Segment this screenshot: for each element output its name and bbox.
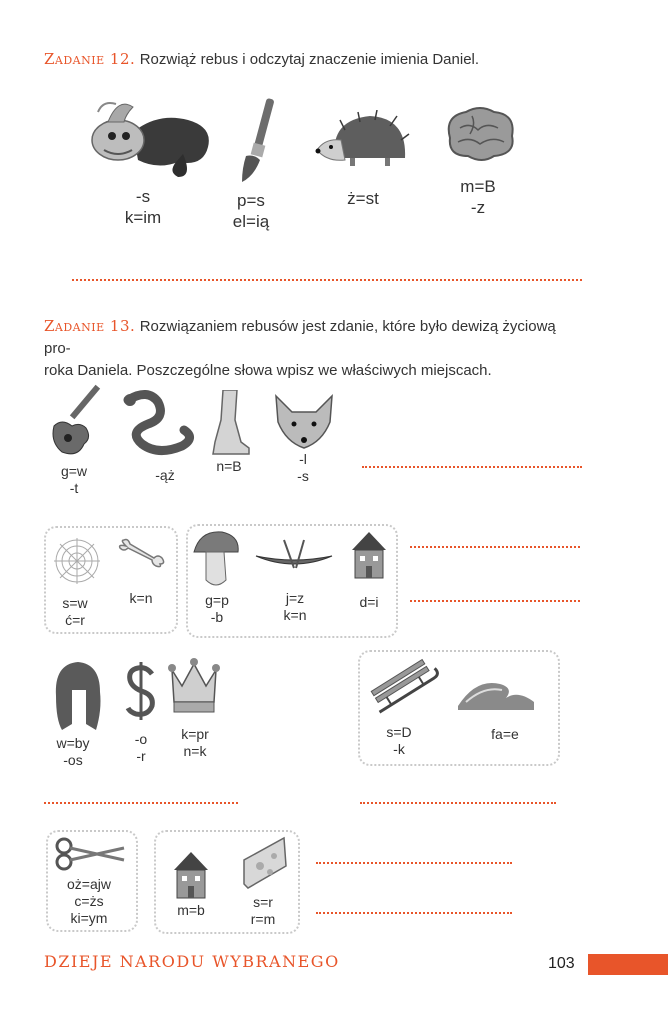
row1-hint-1: g=w -t [60, 463, 88, 496]
task-12-heading [44, 50, 479, 69]
row4b-hint-1: m=b [177, 902, 205, 918]
row3a-hint-1: w=by -os [56, 735, 90, 768]
page-accent-bar [588, 954, 668, 975]
row4a-hint-1: oż=ajw c=żs ki=ym [67, 876, 111, 926]
row3b-hint-2: fa=e [491, 726, 519, 742]
task12-hint-1: -s k=im [124, 187, 162, 227]
dragon-icon [88, 92, 218, 182]
hedgehog-icon [315, 110, 410, 170]
dollar-icon [124, 660, 158, 722]
row1-hint-2: -ąż [155, 467, 175, 483]
footer-title: DZIEJE NARODU WYBRANEGO [44, 952, 340, 971]
house-icon [172, 850, 210, 900]
canoe-icon [254, 538, 334, 572]
row3a-hint-2: -o -r [134, 731, 148, 764]
row2b-hint-2: j=z k=n [283, 590, 307, 623]
row2a-hint-2: k=n [129, 590, 153, 606]
cheese-icon [240, 836, 290, 890]
task12-hint-2: p=s el=ią [232, 191, 270, 231]
brain-icon [442, 104, 518, 166]
task12-hint-4: m=B -z [460, 177, 496, 217]
task-12-instruction: Rozwiąż rebus i odczytaj znaczenie imienia Daniel. [139, 51, 480, 68]
leg-icon [205, 390, 251, 456]
guitar-icon [48, 382, 108, 458]
task-13-label: Zadanie 13. [44, 317, 136, 335]
mushroom-icon [192, 530, 240, 588]
hair-icon [52, 660, 104, 732]
row3b-hint-1: s=D -k [386, 724, 412, 757]
bone-icon [118, 538, 166, 568]
task-12-label: Zadanie 12. [44, 50, 136, 68]
wave-icon [456, 676, 536, 712]
row1-hint-4: -l -s [297, 451, 309, 484]
answer-line-row3b[interactable] [360, 802, 556, 804]
row2b-hint-1: g=p -b [205, 592, 229, 625]
spiderweb-icon [52, 536, 102, 586]
sled-icon [362, 654, 442, 714]
row2b-hint-3: d=i [359, 594, 379, 610]
brush-icon [232, 96, 282, 186]
crown-icon [168, 656, 220, 716]
row2a-hint-1: s=w ć=r [62, 595, 88, 628]
answer-line-row3a[interactable] [44, 802, 238, 804]
answer-line-task12[interactable] [72, 279, 582, 281]
answer-line-row4a[interactable] [316, 862, 512, 864]
row1-hint-3: n=B [216, 458, 242, 474]
task-13-instruction: Rozwiązaniem rebusów jest zdanie, które było dewizą życiową pro- roka Daniela. Poszczególne słowa wpisz we właściwych miejscach. [44, 318, 556, 379]
house-icon [350, 530, 388, 580]
snake-icon [118, 388, 198, 458]
answer-line-row2b[interactable] [410, 600, 580, 602]
answer-line-row4b[interactable] [316, 912, 512, 914]
fox-icon [272, 394, 336, 450]
task12-hint-3: ż=st [347, 189, 379, 208]
page-number: 103 [548, 955, 575, 972]
row3a-hint-3: k=pr n=k [181, 726, 209, 759]
scissors-icon [52, 836, 126, 872]
task-13-heading [44, 316, 584, 382]
row4b-hint-2: s=r r=m [250, 894, 276, 927]
answer-line-row1[interactable] [362, 466, 582, 468]
answer-line-row2a[interactable] [410, 546, 580, 548]
